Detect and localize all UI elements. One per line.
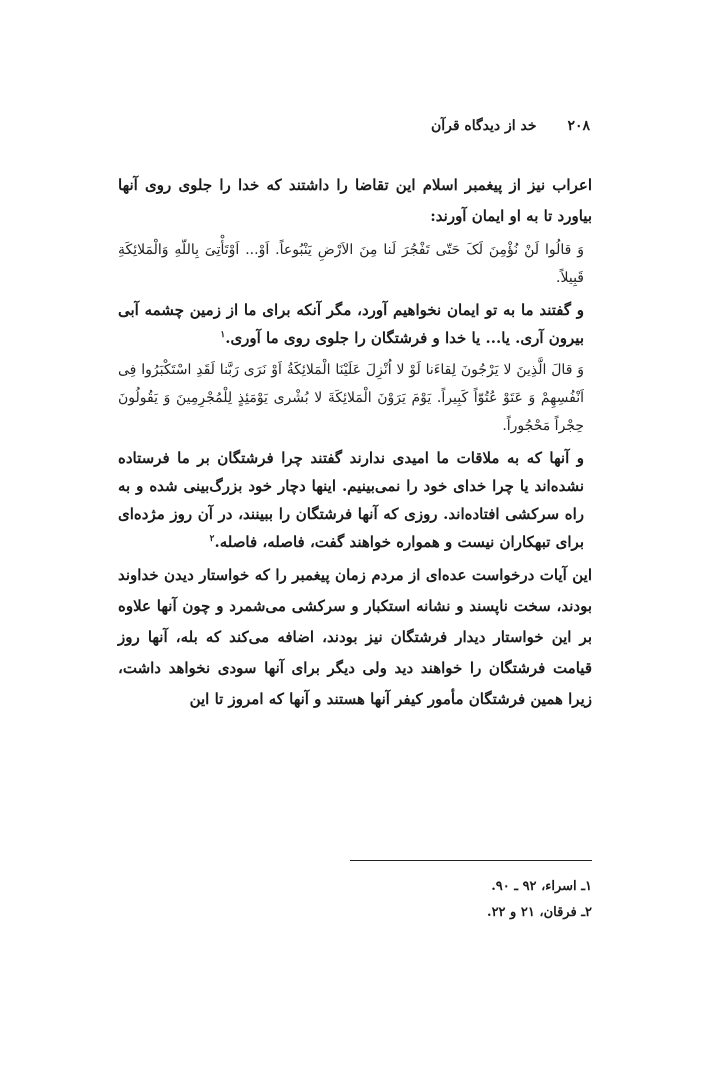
- running-title: خد از دیدگاه قرآن: [430, 118, 537, 134]
- translation-1: [118, 296, 592, 352]
- footnote-divider: [350, 860, 592, 861]
- translation-2-text: و آنها که به ملاقات ما امیدی ندارند گفتند چرا فرشتگان بر ما فرستاده نشده‌اند یا چرا خدای خود را نمی‌بینیم. اینها دچار خود بزرگ‌بینی شده و به راه سرکشی افتاده‌اند. روزی که آنها فرشتگان را ببینند، در آن روز مژده‌ای برای تبهکاران نیست و همواره خواهند گفت، فاصله، فاصله.: [118, 449, 584, 551]
- page-number: ۲۰۸: [567, 118, 590, 134]
- translation-2: [118, 444, 592, 556]
- page-body: [118, 170, 592, 715]
- translation-1-text: و گفتند ما به تو ایمان نخواهیم آورد، مگر آنکه برای ما از زمین چشمه آبی بیرون آری. یا... یا خدا و فرشتگان را جلوی روی ما آوری.: [118, 301, 584, 347]
- footnote-2: ۲ـ فرقان، ۲۱ و ۲۲.: [487, 905, 592, 920]
- quran-verse-2: وَ قالَ الَّذِینَ لا یَرْجُونَ لِقاءَنا لَوْ لا اُنْزِلَ عَلَیْنَا الْمَلائِکَةُ اَوْ نَرَی رَبَّنا لَقَدِ اسْتَکْبَرُوا فِی اَنْفُسِهِمْ وَ عَتَوْ عُتُوّاً کَبِیراً. یَوْمَ یَرَوْنَ الْمَلائِکَةَ لا بُشْری یَوْمَئِذٍ لِلْمُجْرِمِینَ وَ یَقُولُونَ حِجْراً مَحْجُوراً.: [118, 362, 584, 434]
- footnote-ref-2: ۲: [209, 534, 215, 544]
- footnotes: [487, 874, 592, 926]
- footnote-1: ۱ـ اسراء، ۹۲ ـ ۹۰.: [491, 879, 592, 894]
- intro-paragraph: اعراب نیز از پیغمبر اسلام این تقاضا را داشتند که خدا را جلوی روی آنها بیاورد تا به او ایمان آورند:: [118, 176, 592, 225]
- commentary-paragraph: این آیات درخواست عده‌ای از مردم زمان پیغمبر را که خواستار دیدن خداوند بودند، سخت ناپسند و نشانه استکبار و سرکشی می‌شمرد و چون آنها علاوه بر این خواستار دیدار فرشتگان نیز بودند، اضافه می‌کند که بله، آنها روز قیامت فرشتگان را خواهند دید ولی دیگر برای آنها سودی نخواهد داشت، زیرا همین فرشتگان مأمور کیفر آنها هستند و آنها که امروز تا این: [118, 566, 592, 708]
- quran-verse-1: وَ قالُوا لَنْ نُؤْمِنَ لَکَ حَتّی تَفْجُرَ لَنا مِنَ الاَرْضِ یَنْبُوعاً. اَوْ... اَوْتَأْتِیَ بِاللّهِ وَالْمَلائِکَةِ قَبِیلاً.: [118, 242, 584, 286]
- running-header: [431, 118, 590, 134]
- footnote-ref-1: ۱: [220, 330, 226, 340]
